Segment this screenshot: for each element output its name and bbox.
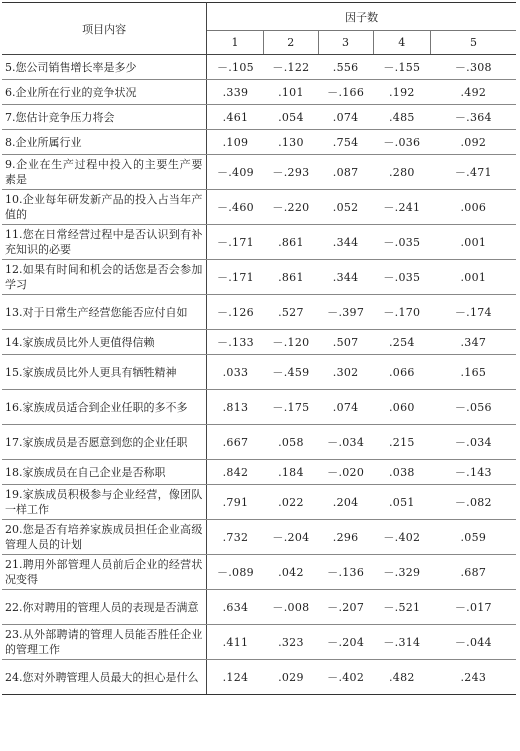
row-item-label: 16.家族成员适合到企业任职的多不多 bbox=[2, 390, 207, 425]
factor-3-value: .074 bbox=[318, 105, 373, 130]
table-row bbox=[2, 555, 516, 590]
table-row bbox=[2, 485, 516, 520]
factor-3-value: －.136 bbox=[318, 555, 373, 590]
table-row bbox=[2, 330, 516, 355]
factor-2-value: －.120 bbox=[264, 330, 319, 355]
factor-1-value: .842 bbox=[207, 460, 264, 485]
factor-2-value: －.220 bbox=[264, 190, 319, 225]
factor-4-value: －.035 bbox=[373, 225, 431, 260]
factor-4-value: －.329 bbox=[373, 555, 431, 590]
header-factor-count: 因子数 bbox=[207, 3, 516, 31]
factor-loading-table bbox=[2, 2, 516, 695]
row-item-label: 6.企业所在行业的竞争状况 bbox=[2, 80, 207, 105]
row-item-label: 20.您是否有培养家族成员担任企业高级管理人员的计划 bbox=[2, 520, 207, 555]
factor-2-value: －.122 bbox=[264, 55, 319, 80]
factor-2-value: .058 bbox=[264, 425, 319, 460]
factor-4-value: －.402 bbox=[373, 520, 431, 555]
factor-3-value: .074 bbox=[318, 390, 373, 425]
factor-5-value: .347 bbox=[431, 330, 516, 355]
factor-1-value: －.171 bbox=[207, 260, 264, 295]
factor-5-value: －.364 bbox=[431, 105, 516, 130]
factor-3-value: .344 bbox=[318, 260, 373, 295]
factor-3-value: .556 bbox=[318, 55, 373, 80]
factor-1-value: .791 bbox=[207, 485, 264, 520]
factor-5-value: －.471 bbox=[431, 155, 516, 190]
row-item-label: 10.企业每年研发新产品的投入占当年产值的 bbox=[2, 190, 207, 225]
row-item-label: 11.您在日常经营过程中是否认识到有补充知识的必要 bbox=[2, 225, 207, 260]
factor-1-value: －.460 bbox=[207, 190, 264, 225]
row-item-label: 14.家族成员比外人更值得信赖 bbox=[2, 330, 207, 355]
factor-2-value: .861 bbox=[264, 260, 319, 295]
header-factor-2: 2 bbox=[264, 31, 319, 55]
factor-1-value: .667 bbox=[207, 425, 264, 460]
table-row bbox=[2, 355, 516, 390]
factor-1-value: －.105 bbox=[207, 55, 264, 80]
factor-2-value: .054 bbox=[264, 105, 319, 130]
table-row bbox=[2, 660, 516, 695]
factor-2-value: .022 bbox=[264, 485, 319, 520]
header-factor-4: 4 bbox=[373, 31, 431, 55]
factor-2-value: .323 bbox=[264, 625, 319, 660]
factor-3-value: －.397 bbox=[318, 295, 373, 330]
header-factor-5: 5 bbox=[431, 31, 516, 55]
factor-5-value: －.017 bbox=[431, 590, 516, 625]
factor-4-value: .482 bbox=[373, 660, 431, 695]
row-item-label: 15.家族成员比外人更具有牺牲精神 bbox=[2, 355, 207, 390]
factor-1-value: －.171 bbox=[207, 225, 264, 260]
row-item-label: 22.你对聘用的管理人员的表现是否满意 bbox=[2, 590, 207, 625]
row-item-label: 7.您估计竞争压力将会 bbox=[2, 105, 207, 130]
row-item-label: 12.如果有时间和机会的话您是否会参加学习 bbox=[2, 260, 207, 295]
header-row-group bbox=[2, 3, 516, 31]
factor-1-value: .813 bbox=[207, 390, 264, 425]
row-item-label: 19.家族成员积极参与企业经营，像团队一样工作 bbox=[2, 485, 207, 520]
table-row bbox=[2, 425, 516, 460]
table-row bbox=[2, 55, 516, 80]
factor-4-value: －.170 bbox=[373, 295, 431, 330]
factor-4-value: .066 bbox=[373, 355, 431, 390]
factor-4-value: .485 bbox=[373, 105, 431, 130]
factor-1-value: －.133 bbox=[207, 330, 264, 355]
factor-2-value: .861 bbox=[264, 225, 319, 260]
table-row bbox=[2, 625, 516, 660]
table-row bbox=[2, 260, 516, 295]
table-row bbox=[2, 225, 516, 260]
factor-2-value: .029 bbox=[264, 660, 319, 695]
factor-3-value: －.020 bbox=[318, 460, 373, 485]
factor-5-value: .001 bbox=[431, 225, 516, 260]
factor-4-value: －.155 bbox=[373, 55, 431, 80]
factor-5-value: .059 bbox=[431, 520, 516, 555]
factor-4-value: －.241 bbox=[373, 190, 431, 225]
factor-1-value: .461 bbox=[207, 105, 264, 130]
factor-1-value: .033 bbox=[207, 355, 264, 390]
table-body bbox=[2, 55, 516, 695]
table-row bbox=[2, 155, 516, 190]
factor-5-value: －.082 bbox=[431, 485, 516, 520]
header-factor-1: 1 bbox=[207, 31, 264, 55]
factor-3-value: .507 bbox=[318, 330, 373, 355]
factor-3-value: －.166 bbox=[318, 80, 373, 105]
factor-5-value: －.308 bbox=[431, 55, 516, 80]
factor-1-value: .732 bbox=[207, 520, 264, 555]
factor-3-value: .204 bbox=[318, 485, 373, 520]
table-row bbox=[2, 190, 516, 225]
factor-2-value: .130 bbox=[264, 130, 319, 155]
factor-5-value: .092 bbox=[431, 130, 516, 155]
factor-1-value: －.409 bbox=[207, 155, 264, 190]
factor-5-value: －.034 bbox=[431, 425, 516, 460]
factor-2-value: .184 bbox=[264, 460, 319, 485]
factor-4-value: －.035 bbox=[373, 260, 431, 295]
table-row bbox=[2, 105, 516, 130]
factor-2-value: －.293 bbox=[264, 155, 319, 190]
factor-2-value: .042 bbox=[264, 555, 319, 590]
factor-2-value: －.204 bbox=[264, 520, 319, 555]
factor-1-value: .124 bbox=[207, 660, 264, 695]
table-row bbox=[2, 295, 516, 330]
factor-1-value: .634 bbox=[207, 590, 264, 625]
factor-5-value: －.056 bbox=[431, 390, 516, 425]
row-item-label: 17.家族成员是否愿意到您的企业任职 bbox=[2, 425, 207, 460]
table-row bbox=[2, 520, 516, 555]
factor-3-value: .296 bbox=[318, 520, 373, 555]
factor-4-value: －.036 bbox=[373, 130, 431, 155]
header-factor-3: 3 bbox=[318, 31, 373, 55]
factor-5-value: .687 bbox=[431, 555, 516, 590]
factor-4-value: .254 bbox=[373, 330, 431, 355]
table-row bbox=[2, 590, 516, 625]
factor-5-value: .243 bbox=[431, 660, 516, 695]
factor-1-value: －.089 bbox=[207, 555, 264, 590]
factor-5-value: .006 bbox=[431, 190, 516, 225]
row-item-label: 18.家族成员在自己企业是否称职 bbox=[2, 460, 207, 485]
factor-5-value: .001 bbox=[431, 260, 516, 295]
factor-5-value: .492 bbox=[431, 80, 516, 105]
factor-3-value: .052 bbox=[318, 190, 373, 225]
table-row bbox=[2, 390, 516, 425]
factor-4-value: －.521 bbox=[373, 590, 431, 625]
header-item-content: 项目内容 bbox=[2, 3, 207, 55]
factor-2-value: －.459 bbox=[264, 355, 319, 390]
factor-2-value: －.175 bbox=[264, 390, 319, 425]
factor-3-value: －.207 bbox=[318, 590, 373, 625]
factor-1-value: －.126 bbox=[207, 295, 264, 330]
factor-2-value: .101 bbox=[264, 80, 319, 105]
row-item-label: 23.从外部聘请的管理人员能否胜任企业的管理工作 bbox=[2, 625, 207, 660]
factor-1-value: .411 bbox=[207, 625, 264, 660]
factor-5-value: －.044 bbox=[431, 625, 516, 660]
factor-5-value: －.143 bbox=[431, 460, 516, 485]
factor-4-value: .051 bbox=[373, 485, 431, 520]
row-item-label: 13.对于日常生产经营您能否应付自如 bbox=[2, 295, 207, 330]
factor-5-value: .165 bbox=[431, 355, 516, 390]
table-row bbox=[2, 460, 516, 485]
factor-4-value: .192 bbox=[373, 80, 431, 105]
factor-3-value: －.402 bbox=[318, 660, 373, 695]
row-item-label: 24.您对外聘管理人员最大的担心是什么 bbox=[2, 660, 207, 695]
factor-3-value: .754 bbox=[318, 130, 373, 155]
factor-2-value: －.008 bbox=[264, 590, 319, 625]
factor-3-value: －.034 bbox=[318, 425, 373, 460]
factor-4-value: －.314 bbox=[373, 625, 431, 660]
row-item-label: 8.企业所属行业 bbox=[2, 130, 207, 155]
table-row bbox=[2, 130, 516, 155]
row-item-label: 5.您公司销售增长率是多少 bbox=[2, 55, 207, 80]
factor-4-value: .060 bbox=[373, 390, 431, 425]
factor-5-value: －.174 bbox=[431, 295, 516, 330]
factor-4-value: .280 bbox=[373, 155, 431, 190]
factor-3-value: －.204 bbox=[318, 625, 373, 660]
factor-3-value: .087 bbox=[318, 155, 373, 190]
factor-3-value: .344 bbox=[318, 225, 373, 260]
factor-1-value: .109 bbox=[207, 130, 264, 155]
table-row bbox=[2, 80, 516, 105]
factor-4-value: .215 bbox=[373, 425, 431, 460]
factor-1-value: .339 bbox=[207, 80, 264, 105]
factor-4-value: .038 bbox=[373, 460, 431, 485]
factor-2-value: .527 bbox=[264, 295, 319, 330]
row-item-label: 9.企业在生产过程中投入的主要生产要素是 bbox=[2, 155, 207, 190]
factor-3-value: .302 bbox=[318, 355, 373, 390]
row-item-label: 21.聘用外部管理人员前后企业的经营状况变得 bbox=[2, 555, 207, 590]
